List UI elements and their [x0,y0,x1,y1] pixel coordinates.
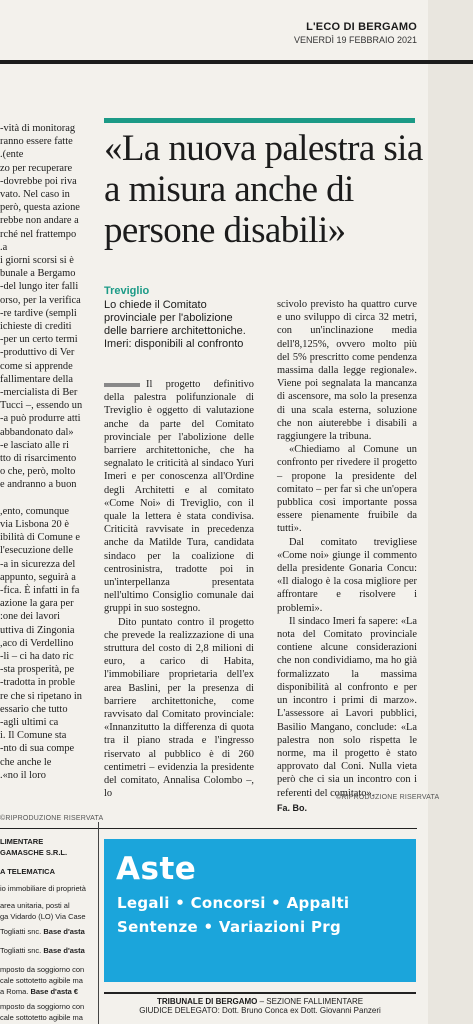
left-column-line: del lungo iter falli- [0,281,79,293]
left-column-line: fica. È infatti in fa- [0,584,80,596]
article-middle-column [104,378,254,801]
left-column-line: ichieste di crediti [0,321,72,333]
left-column-line: appunto, seguirà a [0,571,76,583]
left-column-line: i. Il Comune sta [0,730,67,742]
left-column-line: re tardive (sempli- [0,307,77,319]
paragraph: Il progetto definitivo della palestra polifunzionale di Treviglio è oggetto di valutazione anche da parte del Comitato provinciale per l'abolizione delle barriere architettoniche, che ha segnalato le criticità al sindaco Yuri Imeri e per conoscenza all'Ordine degli Architetti e al comitato «Come Noi» di Treviglio, con il quale la lettera è stata condivisa. Criticità ravvisate in precedenza anche da Matilde Tura, candidata sindaco per la coalizione di centrosinistra, tradotte poi in un'interpellanza presentata nell'ultimo Consiglio comunale dai gruppi in suo sostegno. [104,379,254,615]
tribunale-judge: GIUDICE DELEGATO: Dott. Bruno Conca ex Dott. Giovanni Panzeri [139,1006,381,1015]
left-column-line [0,492,95,505]
left-column-line: «abbandonato dal [0,426,74,438]
section-label: Treviglio [104,285,150,297]
left-column-line: sta prosperità, pe- [0,664,75,676]
left-column-line: one dei lavori: [0,611,61,623]
left-column-line: ranno essere fatte [0,136,73,148]
article-headline: «La nuova palestra sia a misura anche di persone disabili» [104,128,423,251]
left-column-line: aco di Verdellino, [0,637,74,649]
left-column-line: bunale a Bergamo [0,268,76,280]
left-column-line: però, questa azione [0,202,80,214]
left-column-line: Tucci –, essendo un [0,400,83,412]
left-column-line: a può produrre atti- [0,413,81,425]
paragraph: scivolo previsto ha quattro curve e uno sviluppo di circa 32 metri, con un'inclinazione media dell'8,125%, ovvero molto più del 5% prescritto come pendenza massima dalla legge regionale». Viene poi segnalata la mancanza di ascensore, ma solo la presenza di una scala esterna, soluzione che non aiuterebbe i disabili a raggiungere la tribuna. [277,299,417,443]
left-copyright: ©RIPRODUZIONE RISERVATA [0,815,104,822]
header-rule [0,60,473,64]
left-column-line: e andranno a buon [0,479,77,491]
lead-dash [104,383,140,387]
left-column-line: e lasciato alle ri- [0,439,69,451]
left-column-line: essario che tutto [0,703,68,715]
left-column-line: nto di sua compe- [0,743,75,755]
left-column-line: fallimentare della [0,373,73,385]
left-column-line: vità di monitorag- [0,123,76,134]
paragraph: «Chiediamo al Comune un confronto per rivedere il progetto – propone la presidente del comitato – per far sì che un'opera pubblica così importante possa essere pienamente fruibile da tutti». [277,444,417,535]
left-column-line: a in sicurezza del- [0,558,76,570]
newspaper-name: L'ECO DI BERGAMO [306,21,417,33]
left-column-line: no il loro». [0,769,46,781]
left-column-line: o che, però, molto [0,466,76,478]
left-column-line: uttiva di Zingonia [0,624,75,636]
accent-rule [104,118,415,123]
auction-notice-left: LIMENTARE GAMASCHE S.R.L. A TELEMATICA io immobiliare di proprietà area unitaria, posti al ga Vidardo (LO) Via Case Togliatti snc. Base d'asta Togliatti snc. Base d'asta mposto da soggiorno con cale sottotetto agibile ma a Roma. Base d'asta € mposto da soggiorno con cale sottotetto agibile ma [0,837,86,1022]
right-copyright: ©RIPRODUZIONE RISERVATA [336,794,440,801]
tribunale-name: TRIBUNALE DI BERGAMO [156,997,258,1006]
aste-banner [104,839,416,982]
left-column-line: re che si ripetano in [0,690,82,702]
left-column-line: produttivo di Ver- [0,347,75,359]
left-column-line: i giorni scorsi si è [0,255,74,267]
paragraph: Dal comitato trevigliese «Come noi» giunge il commento della presidente Gonaria Concu: «Il dialogo è la cosa migliore per affrontare e risolvere i problemi». [277,536,417,614]
section-divider [0,828,417,829]
left-column-line: ibilità di Comune e [0,532,80,544]
author-signature: Fa. Bo. [277,802,308,813]
left-column-line: come si apprende [0,360,73,372]
aste-categories-2: Sentenze • Variazioni Prg [117,918,342,936]
left-column-line: per un certo termi- [0,334,78,346]
left-column-line: vato. Nel caso in [0,189,70,201]
paragraph: Il sindaco Imeri fa sapere: «La nota del Comitato provinciale contiene alcune considerazioni che non condividiamo, ma ho già formalizzato la massima disponibilità al confronto e per un incontro i primi di marzo». L'assessore ai Lavori pubblici, Basilio Mangano, conclude: «La palestra non solo rispetta le norme, ma il progetto è stato approvato dal Coni. Nulla vieta però che ci sia un incontro con i referenti del comitato». [277,615,417,799]
left-column-line: rché nel frattempo [0,228,77,240]
aste-title: Aste [116,851,197,887]
left-column-line: tto di risarcimento [0,453,77,465]
article-summary: Lo chiede il Comitato provinciale per l'abolizione delle barriere architettoniche. Imeri: disponibili al confronto [104,299,246,350]
left-column-line: li – ci ha dato ric- [0,650,74,662]
masthead [294,21,417,45]
left-column-line: mercialista di Ber- [0,387,78,399]
left-column-line: azione la gara per [0,598,74,610]
column-rule [98,822,99,1024]
left-column-line: orso, per la verifica [0,294,81,306]
left-column-line: a. [0,241,8,253]
tribunale-notice: TRIBUNALE DI BERGAMO – SEZIONE FALLIMENTARE GIUDICE DELEGATO: Dott. Bruno Conca ex Dott. Giovanni Panzeri [104,992,416,1015]
page-margin [428,0,473,1024]
left-column-line: ente). [0,149,24,161]
left-column-line: agli ultimi ca- [0,716,59,728]
left-column-line: dovrebbe poi riva- [0,175,77,187]
left-column-line: via Lisbona 20 è [0,518,69,530]
left-column-line: rebbe non andare a [0,215,79,227]
issue-date: VENERDÌ 19 FEBBRAIO 2021 [293,35,417,45]
left-column-line: tradotta in proble- [0,677,76,689]
left-column-line: zo per recuperare [0,162,73,174]
article-right-column [277,298,417,815]
paragraph: Dito puntato contro il progetto che prevede la realizzazione di una struttura del costo di 2,8 milioni di euro, a carico di Habita, l'immobiliare proprietaria dell'ex area Baslini, per la presenza di barriere architettoniche, come ravvisato dal Comitato provinciale: «Innanzitutto la differenza di quota tra il piano strada e l'ingresso riservato al pubblico è di 260 centimetri – evidenzia la presidente del comitato, Annalisa Colombo –, lo [104,616,254,800]
left-column-line: ento, comunque, [0,505,69,517]
left-column-line: che anche le [0,756,52,768]
left-column-line: l'esecuzione delle [0,545,74,557]
left-column-cut [0,122,95,782]
aste-categories-1: Legali • Concorsi • Appalti [117,894,350,912]
